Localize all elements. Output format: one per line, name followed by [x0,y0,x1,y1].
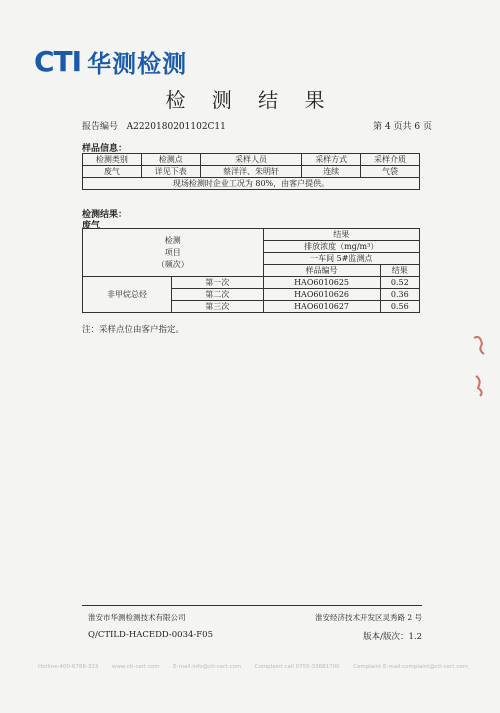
table-header-cell: 采样介质 [361,154,420,166]
table-cell: 废气 [83,166,142,178]
table-cell: 详见下表 [141,166,200,178]
footer-doc-code: Q/CTILD-HACEDD-0034-F05 [88,630,213,640]
unit-header-cell: 排放浓度（mg/m³） [263,241,419,253]
item-name-cell: 非甲烷总烃 [83,277,172,313]
table-header-cell: 采样方式 [302,154,361,166]
sampling-note: 注：采样点位由客户指定。 [82,325,185,335]
contact-complaint-email: Complaint E-mail:complaint@cti-cert.com [353,664,468,670]
seal-stamp-fragment [468,330,490,400]
contact-hotline: Hotline:400-6788-333 [38,664,99,670]
contact-website: www.cti-cert.com [111,664,160,670]
sample-section-label: 样品信息： [82,144,128,154]
table-header-cell: 检测点 [141,154,200,166]
logo-cti-text: CTI [34,45,82,78]
page-title: 检 测 结 果 [165,88,335,112]
footer-address: 淮安经济技术开发区灵秀路 2 号 [314,613,422,622]
code-cell: HAO6010626 [263,289,380,301]
value-cell: 0.36 [380,289,419,301]
code-cell: HAO6010627 [263,301,380,313]
company-logo [34,44,187,79]
code-cell: HAO6010625 [263,277,380,289]
report-number-value: A2220180201102C11 [126,122,226,132]
footer-company: 淮安市华测检测技术有限公司 [88,613,186,622]
table-cell: 连续 [302,166,361,178]
value-cell: 0.56 [380,301,419,313]
table-row [83,178,420,190]
table-row [83,154,420,166]
freq-cell: 第一次 [172,277,264,289]
results-section-label: 检测结果： [82,210,128,220]
footer-version: 版本/版次：1.2 [363,632,422,642]
table-row [83,229,420,241]
table-cell: 气袋 [361,166,420,178]
table-header-cell: 采样人员 [200,154,302,166]
table-cell: 蔡洋洋、朱明轩 [200,166,302,178]
item-header-cell: 检测 项目 （频次） [83,229,264,277]
freq-cell: 第三次 [172,301,264,313]
contact-email: E-mail:info@cti-cert.com [173,664,242,670]
table-row [83,277,420,289]
freq-cell: 第二次 [172,289,264,301]
point-header-cell: 一车间 5#监测点 [263,253,419,265]
sample-info-table [82,153,420,190]
table-header-cell: 检测类别 [83,154,142,166]
condition-note: 现场检测时企业工况为 80%，由客户提供。 [83,178,420,190]
result-header-cell: 结果 [263,229,419,241]
page-info: 第 4 页共 6 页 [373,122,432,132]
results-sub-label: 废气 [82,221,101,231]
report-number-label: 报告编号 [82,122,119,132]
code-header-cell: 样品编号 [263,265,380,277]
value-cell: 0.52 [380,277,419,289]
contact-strip [38,664,468,670]
value-header-cell: 结果 [380,265,419,277]
table-row [83,166,420,178]
footer-divider [82,605,422,606]
report-number [82,119,226,132]
logo-cn-text: 华测检测 [87,50,188,78]
results-table [82,228,420,313]
contact-complaint-call: Complaint call 0755-33681700 [254,664,340,670]
